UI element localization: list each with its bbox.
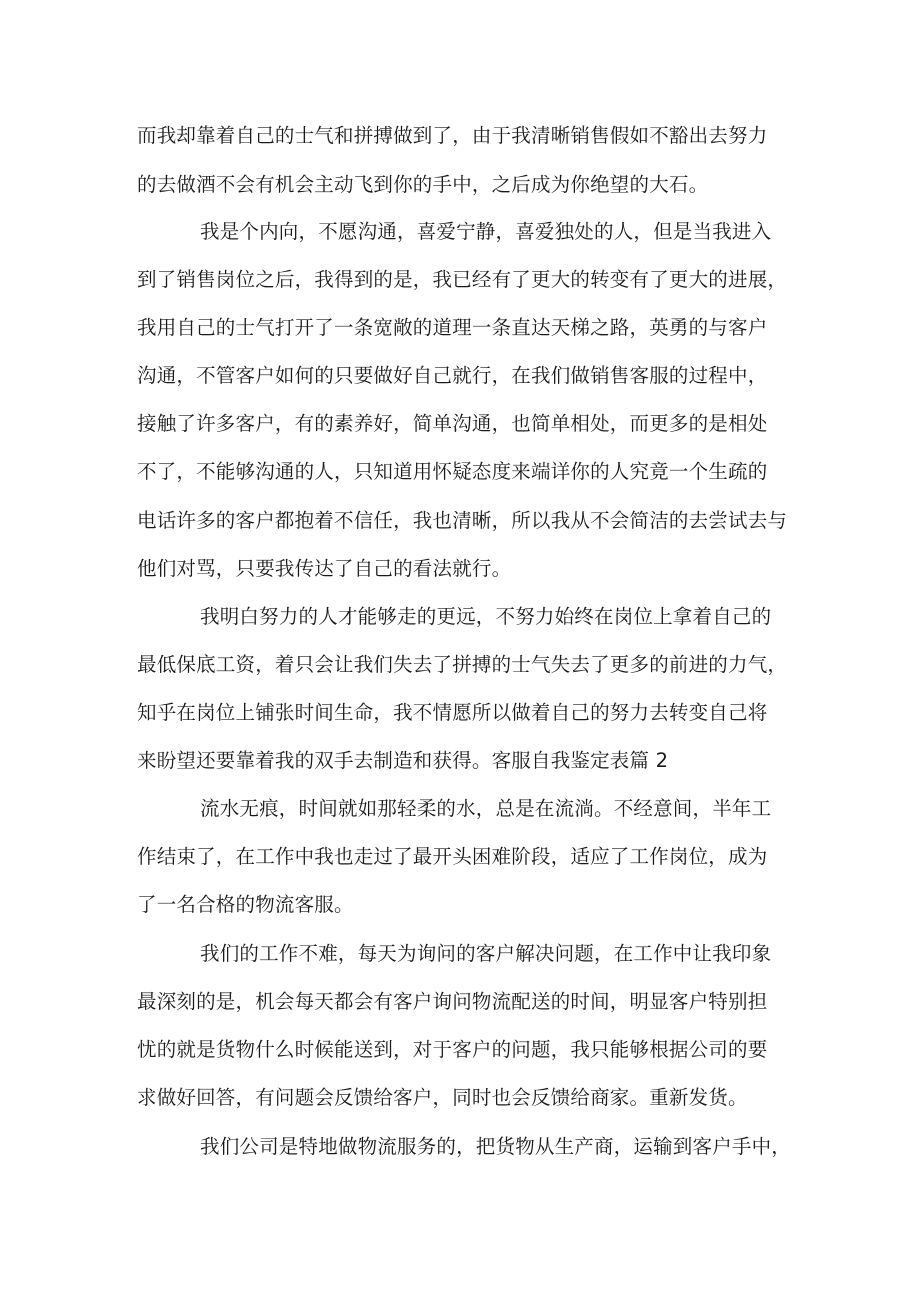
text-line: 他们对骂，只要我传达了自己的看法就行。 — [137, 557, 512, 580]
text-line: 不了，不能够沟通的人，只知道用怀疑态度来端详你的人究竟一个生疏的 — [137, 460, 768, 483]
text-line: 我们的工作不难，每天为询问的客户解决问题，在工作中让我印象 — [200, 942, 772, 965]
text-line: 求做好回答，有问题会反馈给客户，同时也会反馈给商家。重新发货。 — [137, 1086, 748, 1109]
text-line: 忧的就是货物什么时候能送到，对于客户的问题，我只能够根据公司的要 — [137, 1038, 768, 1061]
text-line: 最深刻的是，机会每天都会有客户询问物流配送的时间，明显客户特别担 — [137, 990, 768, 1013]
text-line: 我们公司是特地做物流服务的，把货物从生产商，运输到客户手中， — [200, 1135, 792, 1158]
text-line: 电话许多的客户都抱着不信任，我也清晰，所以我从不会简洁的去尝试去与 — [137, 509, 788, 532]
text-line: 流水无痕，时间就如那轻柔的水，总是在流淌。不经意间，半年工 — [200, 797, 772, 820]
text-line: 来盼望还要靠着我的双手去制造和获得。客服自我鉴定表篇 2 — [137, 749, 669, 772]
text-line: 我明白努力的人才能够走的更远，不努力始终在岗位上拿着自己的 — [200, 605, 772, 628]
text-line: 我用自己的士气打开了一条宽敞的道理一条直达天梯之路，英勇的与客户 — [137, 316, 768, 339]
text-line: 接触了许多客户，有的素养好，简单沟通，也简单相处，而更多的是相处 — [137, 412, 768, 435]
text-line: 最低保底工资，着只会让我们失去了拼搏的士气失去了更多的前进的力气， — [137, 653, 788, 676]
text-line: 沟通，不管客户如何的只要做好自己就行，在我们做销售客服的过程中， — [137, 364, 768, 387]
text-line: 而我却靠着自己的士气和拼搏做到了，由于我清晰销售假如不豁出去努力 — [137, 124, 768, 147]
text-line: 到了销售岗位之后，我得到的是，我已经有了更大的转变有了更大的进展， — [137, 268, 788, 291]
text-line: 的去做酒不会有机会主动飞到你的手中，之后成为你绝望的大石。 — [137, 173, 709, 196]
text-line: 了一名合格的物流客服。 — [137, 893, 354, 916]
text-line: 我是个内向，不愿沟通，喜爱宁静，喜爱独处的人，但是当我进入 — [200, 220, 772, 243]
text-line: 知乎在岗位上铺张时间生命，我不情愿所以做着自己的努力去转变自己将 — [137, 701, 768, 724]
text-line: 作结束了，在工作中我也走过了最开头困难阶段，适应了工作岗位，成为 — [137, 845, 768, 868]
